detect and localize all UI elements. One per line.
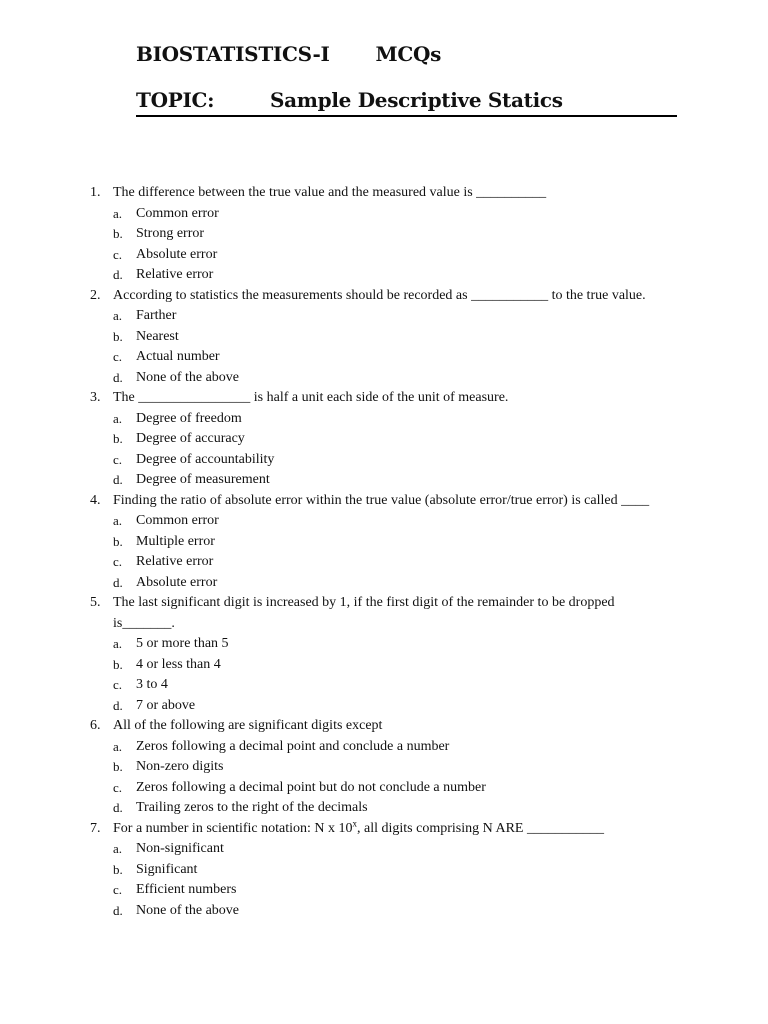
option-letter: c. bbox=[113, 554, 123, 569]
option-c bbox=[113, 450, 650, 471]
option-text: Zeros following a decimal point but do not conclude a number bbox=[136, 779, 486, 795]
option-text: Farther bbox=[136, 308, 177, 323]
exponent: x bbox=[352, 817, 358, 828]
option-letter: d. bbox=[113, 800, 123, 815]
option-b bbox=[113, 860, 650, 881]
question-number: 1. bbox=[90, 185, 101, 200]
question-text: All of the following are significant digits except bbox=[113, 718, 383, 733]
option-b bbox=[113, 327, 650, 348]
option-c bbox=[113, 675, 650, 696]
topic-label: TOPIC: bbox=[136, 88, 215, 112]
option-b bbox=[113, 429, 650, 450]
question-4 bbox=[90, 491, 650, 594]
option-letter: d. bbox=[113, 472, 123, 487]
option-text: Non-significant bbox=[136, 841, 224, 856]
option-letter: c. bbox=[113, 451, 123, 467]
option-c bbox=[113, 245, 650, 266]
option-text: Strong error bbox=[136, 226, 205, 241]
option-text: Relative error bbox=[136, 267, 214, 282]
option-text: Relative error bbox=[136, 554, 214, 569]
option-letter: b. bbox=[113, 656, 123, 672]
option-list bbox=[113, 409, 650, 491]
question-6 bbox=[90, 716, 650, 819]
question-7 bbox=[90, 819, 650, 922]
option-a bbox=[113, 511, 650, 532]
option-d bbox=[113, 696, 650, 717]
document-type: MCQs bbox=[375, 42, 442, 66]
option-letter: c. bbox=[113, 246, 123, 262]
option-d bbox=[113, 470, 650, 491]
option-letter: b. bbox=[113, 431, 123, 446]
question-text: The last significant digit is increased by 1, if the first digit of the remainder to be dropped is_______. bbox=[113, 595, 615, 631]
option-c bbox=[113, 880, 650, 901]
question-number: 4. bbox=[90, 492, 101, 508]
option-text: Degree of accuracy bbox=[136, 431, 245, 446]
option-text: 3 to 4 bbox=[136, 677, 168, 692]
option-c bbox=[113, 347, 650, 368]
option-letter: a. bbox=[113, 738, 123, 754]
option-text: 7 or above bbox=[136, 697, 196, 713]
option-text: 4 or less than 4 bbox=[136, 656, 221, 672]
option-letter: b. bbox=[113, 226, 123, 241]
option-text: Common error bbox=[136, 513, 219, 528]
option-text: Zeros following a decimal point and conclude a number bbox=[136, 738, 450, 754]
question-number: 2. bbox=[90, 287, 101, 303]
option-letter: d. bbox=[113, 574, 123, 590]
question-text: Finding the ratio of absolute error within the true value (absolute error/true error) is called ____ bbox=[113, 492, 650, 508]
option-letter: c. bbox=[113, 779, 123, 795]
question-number: 3. bbox=[90, 390, 101, 405]
option-a bbox=[113, 634, 650, 655]
option-d bbox=[113, 901, 650, 922]
option-text: Efficient numbers bbox=[136, 882, 237, 897]
option-b bbox=[113, 224, 650, 245]
option-a bbox=[113, 839, 650, 860]
option-letter: a. bbox=[113, 205, 123, 221]
option-text: Actual number bbox=[136, 349, 220, 364]
question-1 bbox=[90, 183, 650, 286]
option-letter: c. bbox=[113, 677, 123, 692]
question-5 bbox=[90, 593, 650, 716]
option-text: Absolute error bbox=[136, 574, 218, 590]
option-text: Trailing zeros to the right of the decimals bbox=[136, 800, 368, 815]
topic-title: Sample Descriptive Statics bbox=[270, 88, 563, 112]
option-a bbox=[113, 204, 650, 225]
option-letter: d. bbox=[113, 267, 123, 282]
option-c bbox=[113, 552, 650, 573]
option-letter: d. bbox=[113, 369, 123, 385]
option-text: None of the above bbox=[136, 369, 240, 385]
course-title: BIOSTATISTICS-I bbox=[136, 42, 330, 66]
question-number: 7. bbox=[90, 820, 101, 836]
option-letter: d. bbox=[113, 902, 123, 918]
option-letter: b. bbox=[113, 861, 123, 877]
option-b bbox=[113, 532, 650, 553]
option-text: Multiple error bbox=[136, 533, 215, 549]
option-letter: a. bbox=[113, 513, 123, 528]
option-list bbox=[113, 634, 650, 716]
question-text: The ________________ is half a unit each side of the unit of measure. bbox=[113, 390, 509, 405]
question-2 bbox=[90, 286, 650, 389]
option-text: Nearest bbox=[136, 328, 179, 344]
question-number: 5. bbox=[90, 595, 101, 610]
option-list bbox=[113, 306, 650, 388]
question-text-part: For a number in scientific notation: N x 10 bbox=[113, 820, 353, 836]
option-text: Common error bbox=[136, 205, 219, 221]
option-text: Degree of measurement bbox=[136, 472, 270, 487]
option-b bbox=[113, 757, 650, 778]
question-text: The difference between the true value and the measured value is __________ bbox=[113, 185, 547, 200]
question-list bbox=[90, 183, 650, 921]
document-title bbox=[136, 42, 441, 66]
option-text: Significant bbox=[136, 861, 198, 877]
option-text: 5 or more than 5 bbox=[136, 636, 229, 651]
option-a bbox=[113, 737, 650, 758]
option-list bbox=[113, 737, 650, 819]
question-3 bbox=[90, 388, 650, 491]
option-letter: c. bbox=[113, 882, 123, 897]
option-letter: a. bbox=[113, 636, 123, 651]
option-d bbox=[113, 573, 650, 594]
option-letter: b. bbox=[113, 328, 123, 344]
option-text: None of the above bbox=[136, 902, 240, 918]
option-letter: c. bbox=[113, 349, 123, 364]
option-letter: a. bbox=[113, 308, 123, 323]
option-letter: a. bbox=[113, 841, 123, 856]
option-letter: d. bbox=[113, 697, 123, 713]
option-list bbox=[113, 839, 650, 921]
option-b bbox=[113, 655, 650, 676]
option-a bbox=[113, 306, 650, 327]
option-list bbox=[113, 511, 650, 593]
option-c bbox=[113, 778, 650, 799]
option-a bbox=[113, 409, 650, 430]
question-text-part: , all digits comprising N ARE ___________ bbox=[357, 820, 604, 836]
option-letter: a. bbox=[113, 410, 123, 426]
option-text: Absolute error bbox=[136, 246, 218, 262]
option-d bbox=[113, 265, 650, 286]
option-d bbox=[113, 798, 650, 819]
option-d bbox=[113, 368, 650, 389]
option-list bbox=[113, 204, 650, 286]
option-letter: b. bbox=[113, 533, 123, 549]
question-text bbox=[113, 817, 604, 836]
option-text: Degree of freedom bbox=[136, 410, 242, 426]
option-text: Non-zero digits bbox=[136, 759, 224, 774]
question-number: 6. bbox=[90, 718, 101, 733]
topic-heading bbox=[136, 88, 677, 117]
option-text: Degree of accountability bbox=[136, 451, 275, 467]
option-letter: b. bbox=[113, 759, 123, 774]
question-text: According to statistics the measurements should be recorded as ___________ to the true value. bbox=[113, 287, 646, 303]
